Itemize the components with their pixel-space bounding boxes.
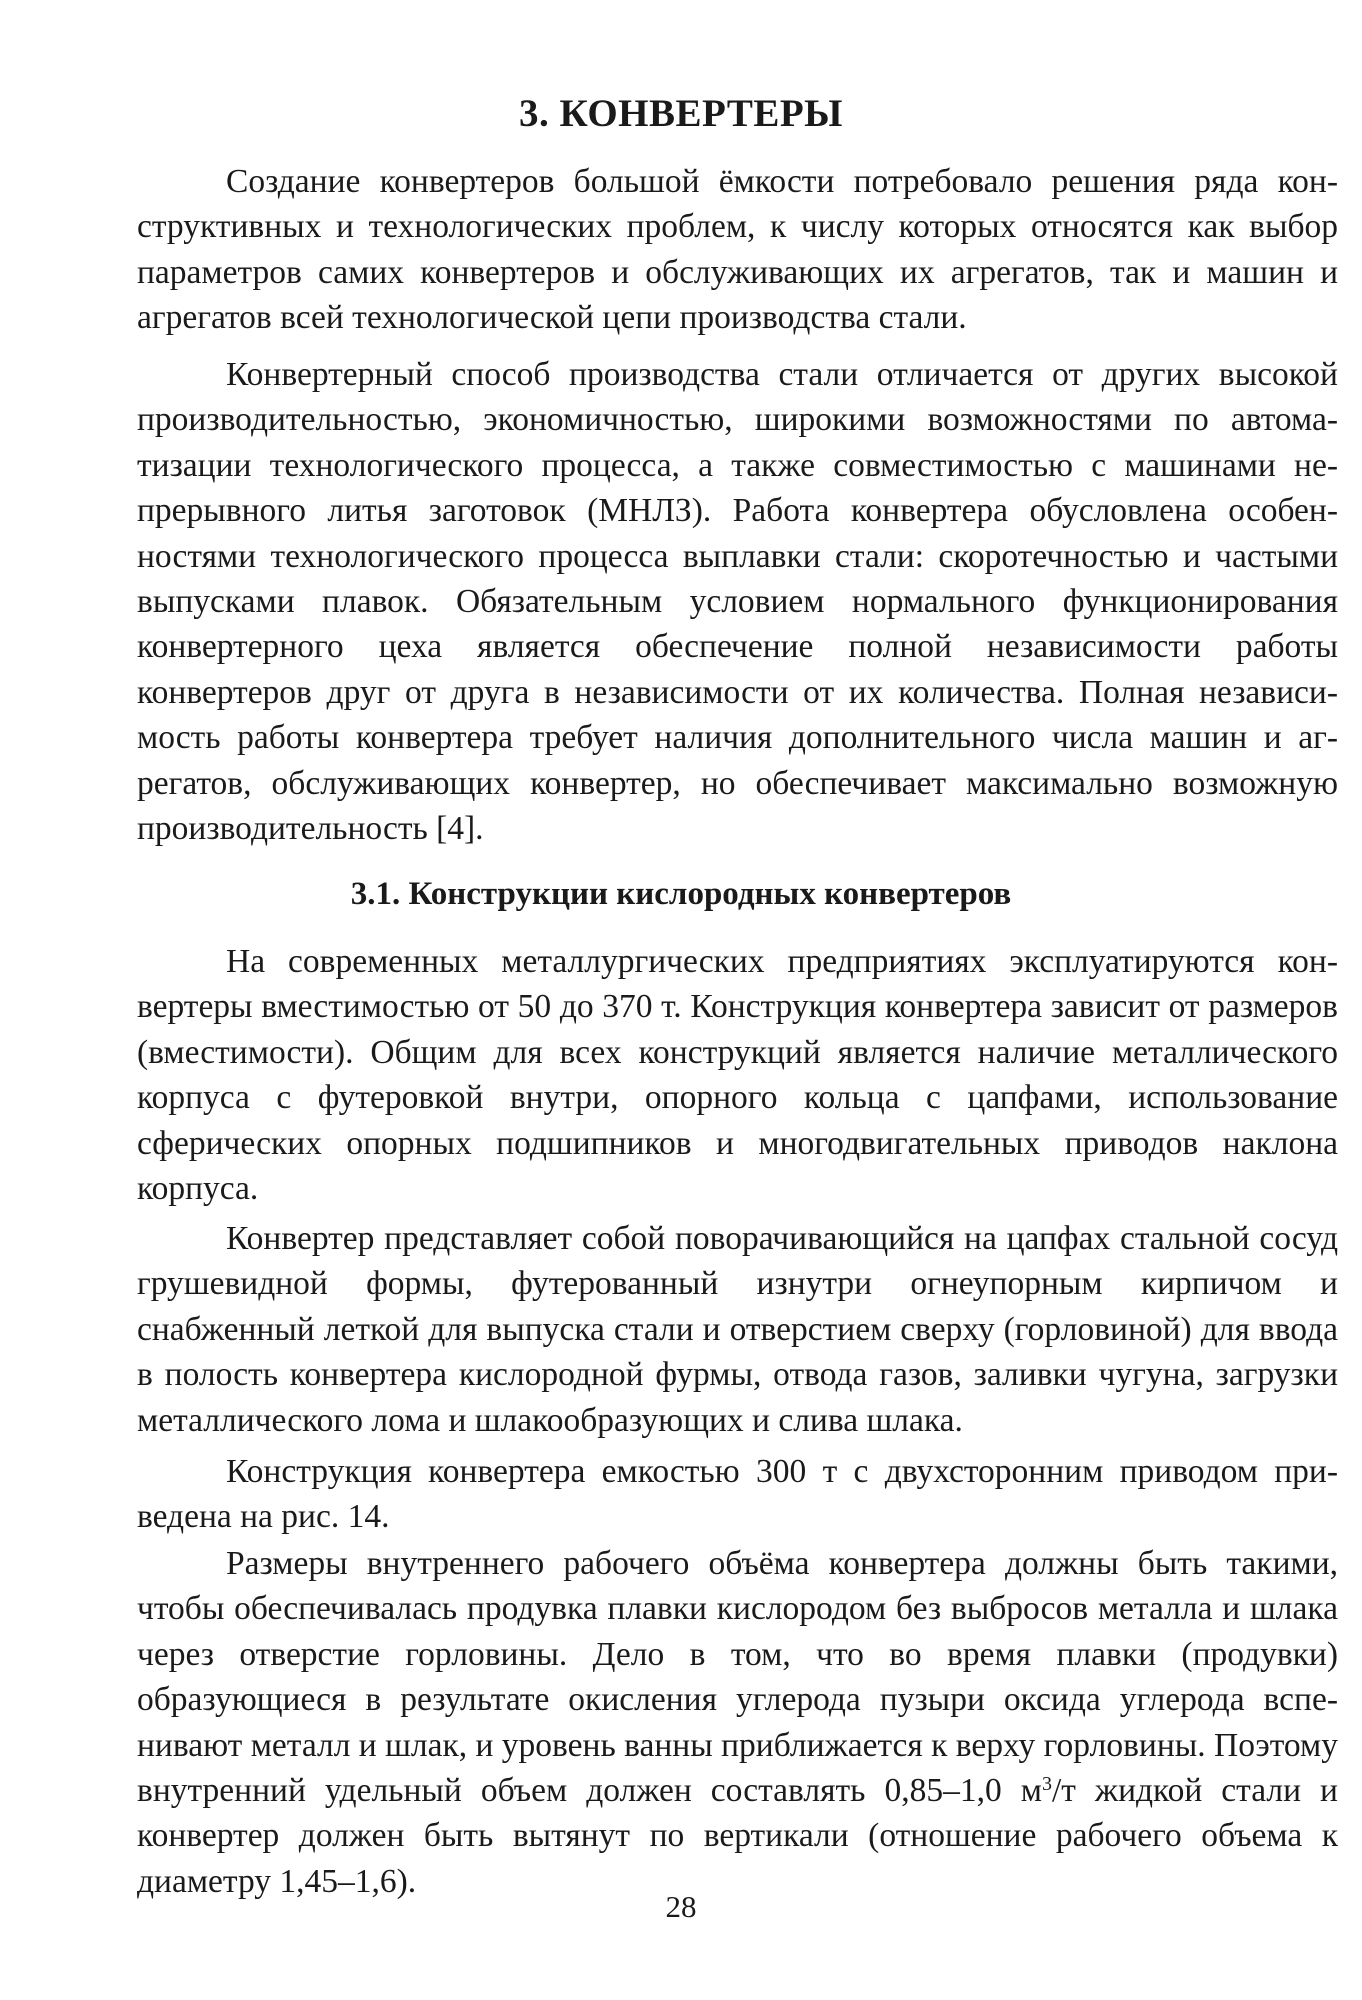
paragraph: Конвертерный способ производства стали отличается от других высокой производительностью, экономичностью, широкими возможностями по автоматизации технологического процесса, а также совместимостью с машинами непрерывного литья заготовок (МНЛЗ). Работа конвертера обусловлена особенностями технологического процесса выплавки стали: скоротечностью и частыми выпусками плавок. Обязательным условием нормального функционирования конвертерного цеха является обеспечение полной независимости работы конвертеров друг от друга в независимости от их количества. Полная независимость работы конвертера требует наличия дополнительного числа машин и агрегатов, обслуживающих конвертер, но обеспечивает максимально возможную производительность [4]. <box>137 356 1338 848</box>
section-title: 3. КОНВЕРТЕРЫ <box>519 92 843 135</box>
paragraph: Конвертер представляет собой поворачивающийся на цапфах стальной сосуд грушевидной формы, футерованный изнутри огнеупорным кирпичом и снабженный леткой для выпуска стали и отверстием сверху (горловиной) для ввода в полость конвертера кислородной фурмы, отвода газов, заливки чугуна, загрузки металлического лома и шлакообразующих и слива шлака. <box>137 1220 1338 1439</box>
paragraph: Конструкция конвертера емкостью 300 т с двухсторонним приводом приведена на рис. 14. <box>137 1453 1338 1536</box>
paragraph: На современных металлургических предприятиях эксплуатируются конвертеры вместимостью от 50 до 370 т. Конструкция конвертера зависит от размеров (вместимости). Общим для всех конструкций является наличие металлического корпуса с футеровкой внутри, опорного кольца с цапфами, использование сферических опорных подшипников и многодвигательных приводов наклона корпуса. <box>137 943 1338 1208</box>
superscript: 3 <box>1041 1773 1052 1796</box>
page-number: 28 <box>665 1889 697 1924</box>
subsection-title: 3.1. Конструкции кислородных конвертеров <box>350 876 1012 912</box>
paragraph-text: Размеры внутреннего рабочего объёма конвертера должны быть такими, чтобы обеспечивалась продувка плавки кислородом без выбросов металла и шлака через отверстие горловины. Дело в том, что во время плавки (продувки) образующиеся в результате окисления углерода пузыри оксида углерода вспенивают металл и шлак, и уровень ванны приближается к верху горловины. Поэтому внутренний удельный объем должен составлять 0,85–1,0 м <box>137 1545 1338 1810</box>
paragraph <box>137 1541 1338 1904</box>
paragraph: Создание конвертеров большой ёмкости потребовало решения ряда конструктивных и технологических проблем, к числу которых относятся как выбор параметров самих конвертеров и обслуживающих их агрегатов, так и машин и агрегатов всей технологической цепи производства стали. <box>137 163 1338 337</box>
paragraph-text: /т жидкой стали и конвертер должен быть вытянут по вертикали (отношение рабочего объема к диаметру 1,45–1,6). <box>137 1772 1338 1900</box>
